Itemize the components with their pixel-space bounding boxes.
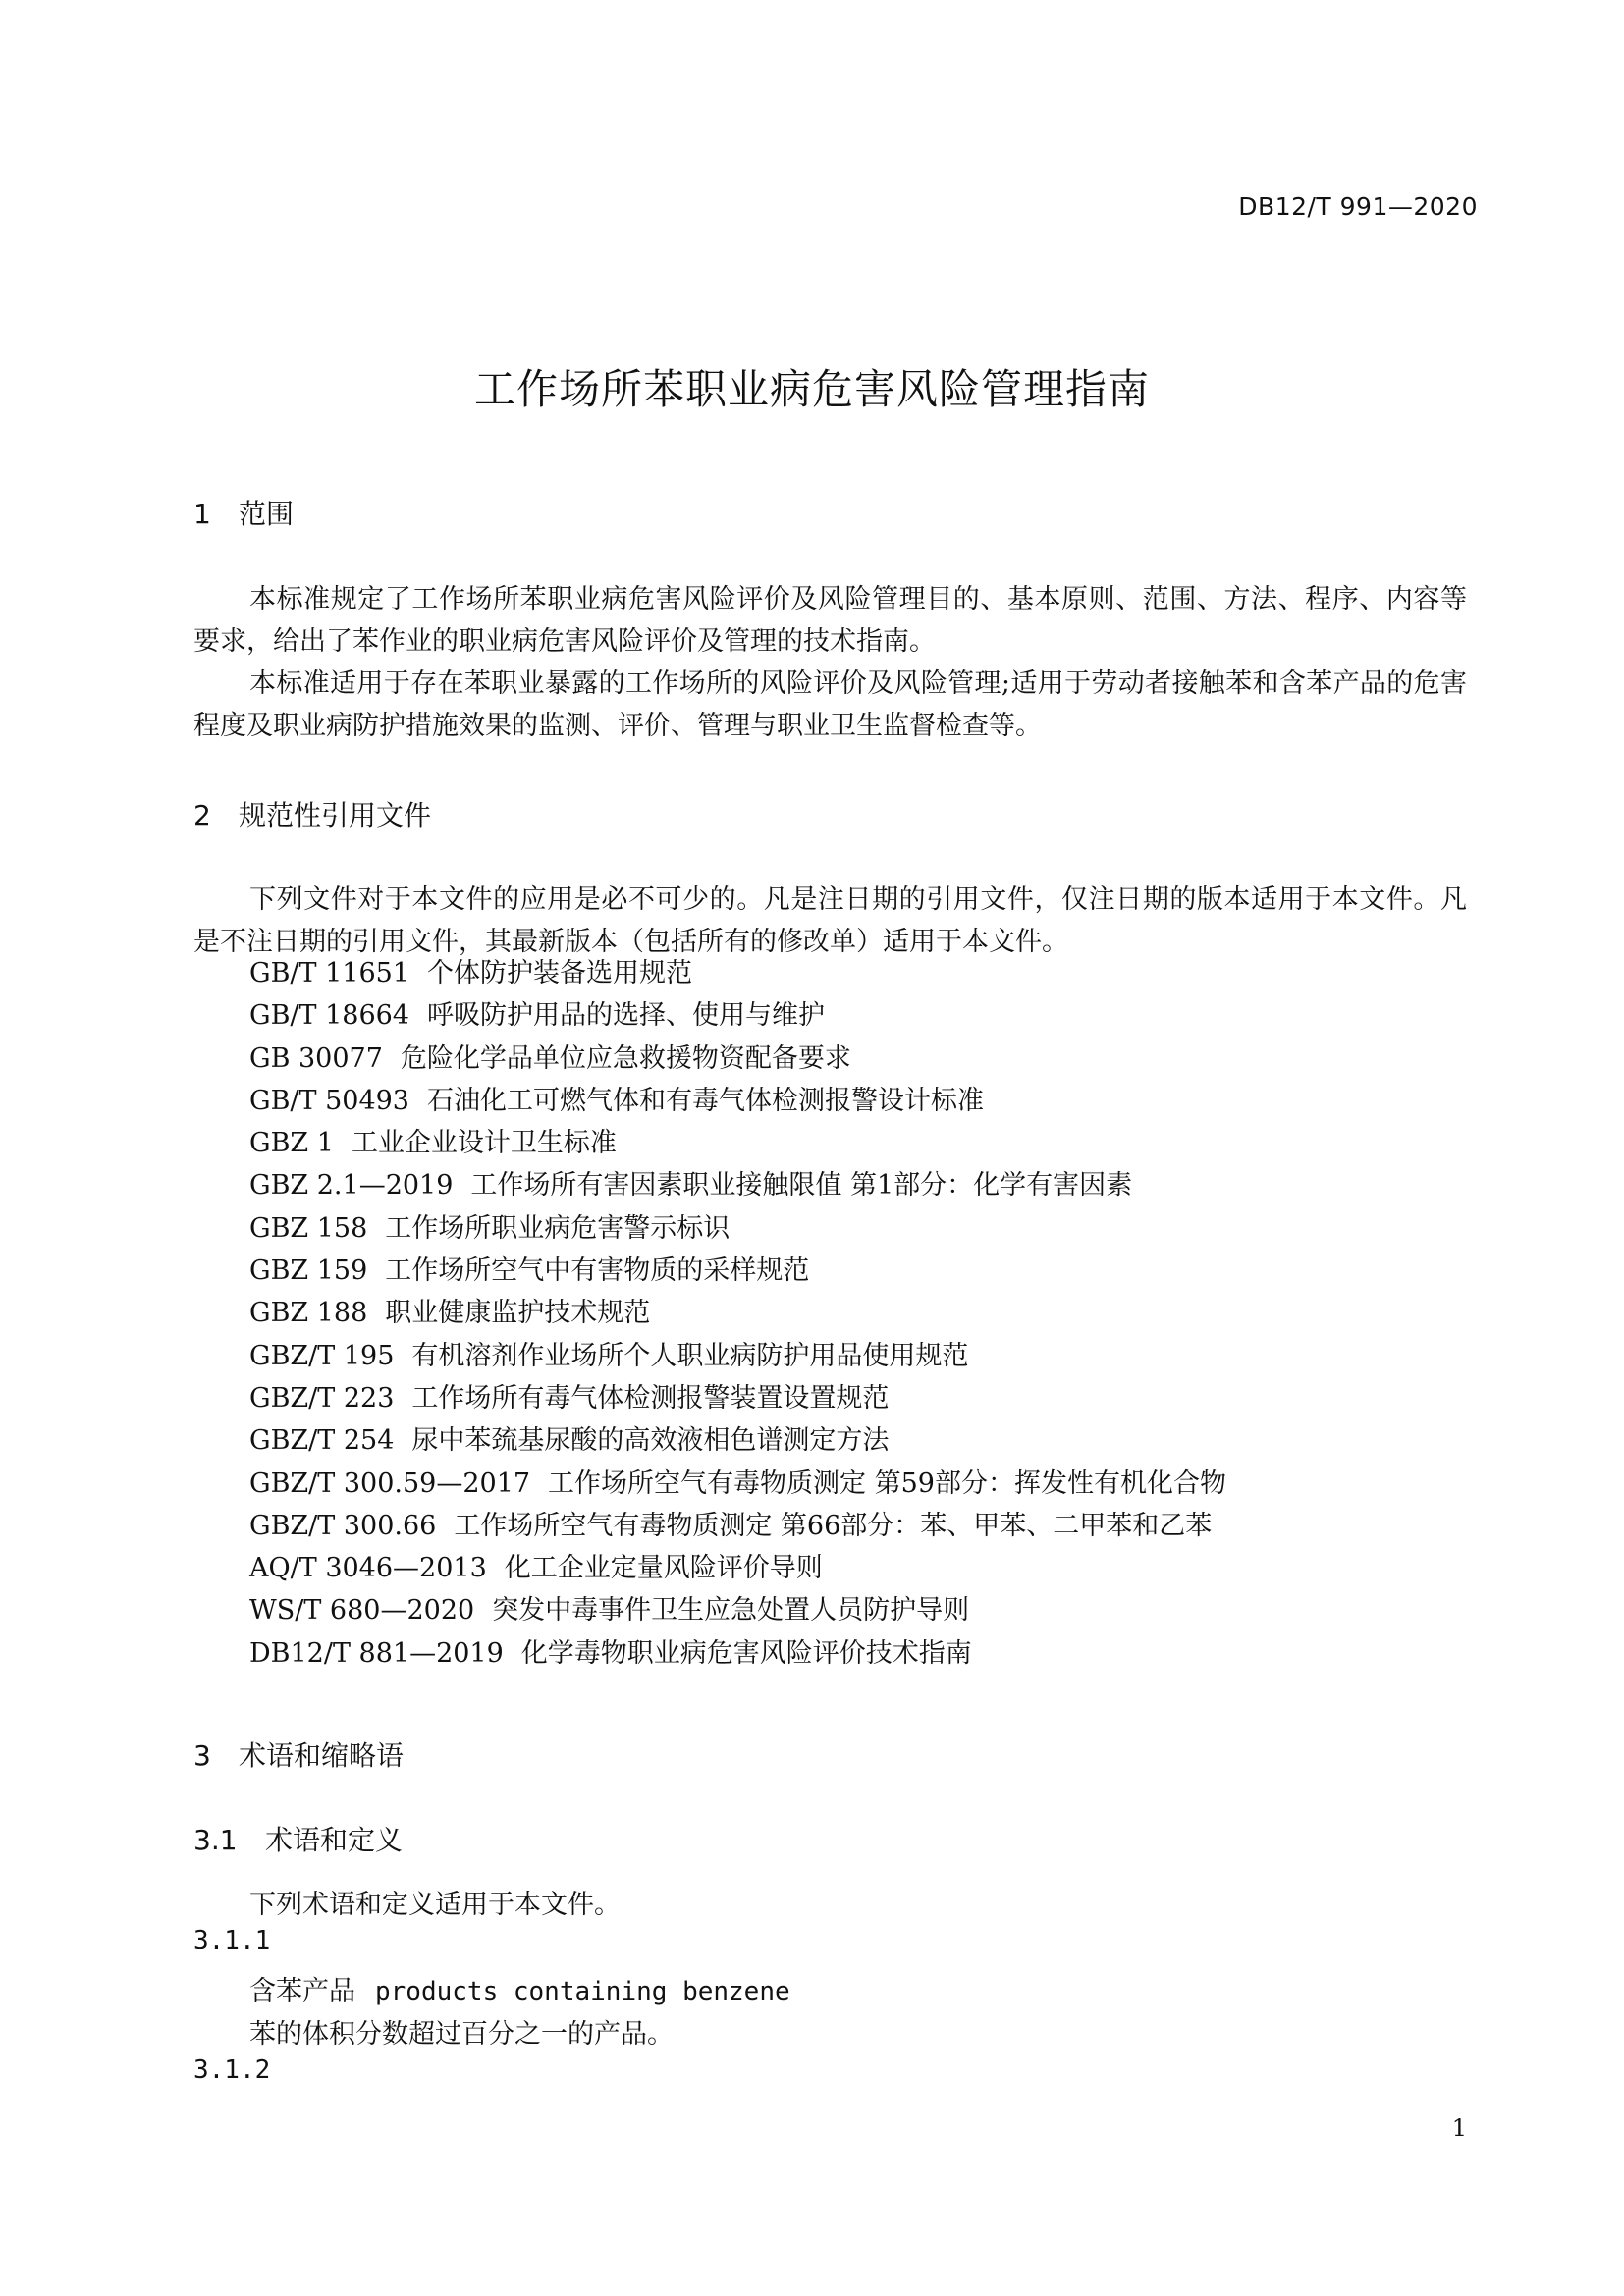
reference-item xyxy=(249,952,1226,994)
reference-item xyxy=(249,1547,1226,1589)
term-english: products containing benzene xyxy=(375,1977,790,2006)
reference-item xyxy=(249,994,1226,1037)
section-3-1-heading xyxy=(193,1819,403,1858)
term-number: 3.1.2 xyxy=(193,2056,271,2085)
refs-intro-paragraph: 下列文件对于本文件的应用是必不可少的。凡是注日期的引用文件，仅注日期的版本适用于本文件。凡是不注日期的引用文件，其最新版本（包括所有的修改单）适用于本文件。 xyxy=(193,884,1467,957)
reference-item xyxy=(249,1250,1226,1292)
reference-name: 个体防护装备选用规范 xyxy=(427,958,692,988)
reference-name: 工作场所职业病危害警示标识 xyxy=(385,1212,731,1244)
reference-item xyxy=(249,1122,1226,1164)
scope-paragraph-2: 本标准适用于存在苯职业暴露的工作场所的风险评价及风险管理;适用于劳动者接触苯和含苯产品的危害程度及职业病防护措施效果的监测、评价、管理与职业卫生监督检查等。 xyxy=(193,668,1467,741)
reference-code: GB/T 18664 xyxy=(249,1000,409,1032)
term-number: 3.1.1 xyxy=(193,1926,271,1955)
reference-name: 有机溶剂作业场所个人职业病防护用品使用规范 xyxy=(411,1340,969,1371)
section-2-heading xyxy=(193,794,431,833)
reference-name: 工作场所空气中有害物质的采样规范 xyxy=(385,1255,810,1287)
reference-item xyxy=(249,1505,1226,1547)
reference-name: 工作场所空气有毒物质测定 第66部分：苯、甲苯、二甲苯和乙苯 xyxy=(454,1510,1213,1541)
section-3-heading xyxy=(193,1735,404,1774)
reference-name: 危险化学品单位应急救援物资配备要求 xyxy=(400,1042,851,1074)
reference-code: GBZ/T 195 xyxy=(249,1340,395,1371)
reference-code: GB/T 50493 xyxy=(249,1085,409,1116)
reference-code: GBZ/T 223 xyxy=(249,1382,395,1414)
reference-code: GB/T 11651 xyxy=(249,958,409,988)
reference-code: GBZ 188 xyxy=(249,1298,368,1329)
reference-item xyxy=(249,1419,1226,1462)
reference-name: 呼吸防护用品的选择、使用与维护 xyxy=(427,1000,825,1032)
reference-item xyxy=(249,1292,1226,1334)
reference-item xyxy=(249,1377,1226,1419)
section-number: 3.1 xyxy=(193,1824,238,1856)
page-number: 1 xyxy=(1451,2114,1467,2142)
reference-name: 突发中毒事件卫生应急处置人员防护导则 xyxy=(492,1595,970,1627)
reference-item xyxy=(249,1038,1226,1080)
reference-code: GBZ/T 254 xyxy=(249,1425,395,1457)
reference-code: GBZ/T 300.66 xyxy=(249,1510,437,1541)
reference-code: GBZ 158 xyxy=(249,1212,368,1244)
reference-name: 化学毒物职业病危害风险评价技术指南 xyxy=(520,1637,972,1669)
reference-name: 工作场所有害因素职业接触限值 第1部分：化学有害因素 xyxy=(470,1170,1133,1201)
reference-code: AQ/T 3046—2013 xyxy=(249,1553,487,1584)
terms-intro: 下列术语和定义适用于本文件。 xyxy=(249,1890,621,1920)
section-number: 1 xyxy=(193,498,211,530)
reference-item xyxy=(249,1589,1226,1631)
reference-name: 尿中苯巯基尿酸的高效液相色谱测定方法 xyxy=(411,1425,890,1457)
term-chinese: 含苯产品 xyxy=(249,1976,355,2006)
reference-name: 工业企业设计卫生标准 xyxy=(351,1128,617,1159)
reference-name: 化工企业定量风险评价导则 xyxy=(504,1553,823,1584)
section-title: 术语和缩略语 xyxy=(239,1739,405,1772)
reference-code: GBZ 2.1—2019 xyxy=(249,1170,454,1201)
section-title: 范围 xyxy=(239,498,295,530)
section-title: 规范性引用文件 xyxy=(239,799,432,831)
reference-list xyxy=(249,952,1226,1675)
section-number: 3 xyxy=(193,1739,211,1772)
section-number: 2 xyxy=(193,799,211,831)
section-title: 术语和定义 xyxy=(265,1824,404,1856)
reference-code: GBZ 159 xyxy=(249,1255,368,1287)
reference-name: 石油化工可燃气体和有毒气体检测报警设计标准 xyxy=(427,1085,984,1116)
reference-item xyxy=(249,1632,1226,1675)
reference-code: GB 30077 xyxy=(249,1042,383,1074)
section-1-heading xyxy=(193,493,294,532)
standard-code: DB12/T 991—2020 xyxy=(1238,192,1478,221)
term-heading xyxy=(249,1969,790,2007)
reference-item xyxy=(249,1335,1226,1377)
reference-code: WS/T 680—2020 xyxy=(249,1595,475,1627)
reference-name: 工作场所空气有毒物质测定 第59部分：挥发性有机化合物 xyxy=(548,1468,1226,1499)
reference-item xyxy=(249,1207,1226,1250)
reference-item xyxy=(249,1080,1226,1122)
reference-name: 职业健康监护技术规范 xyxy=(385,1298,651,1329)
scope-paragraph-1: 本标准规定了工作场所苯职业病危害风险评价及风险管理目的、基本原则、范围、方法、程序、内容等要求，给出了苯作业的职业病危害风险评价及管理的技术指南。 xyxy=(193,584,1467,657)
reference-item xyxy=(249,1164,1226,1206)
reference-code: GBZ 1 xyxy=(249,1128,334,1159)
reference-item xyxy=(249,1463,1226,1505)
document-title: 工作场所苯职业病危害风险管理指南 xyxy=(473,365,1150,413)
reference-name: 工作场所有毒气体检测报警装置设置规范 xyxy=(411,1382,890,1414)
reference-code: GBZ/T 300.59—2017 xyxy=(249,1468,531,1499)
reference-code: DB12/T 881—2019 xyxy=(249,1637,504,1669)
term-definition: 苯的体积分数超过百分之一的产品。 xyxy=(249,2019,674,2050)
